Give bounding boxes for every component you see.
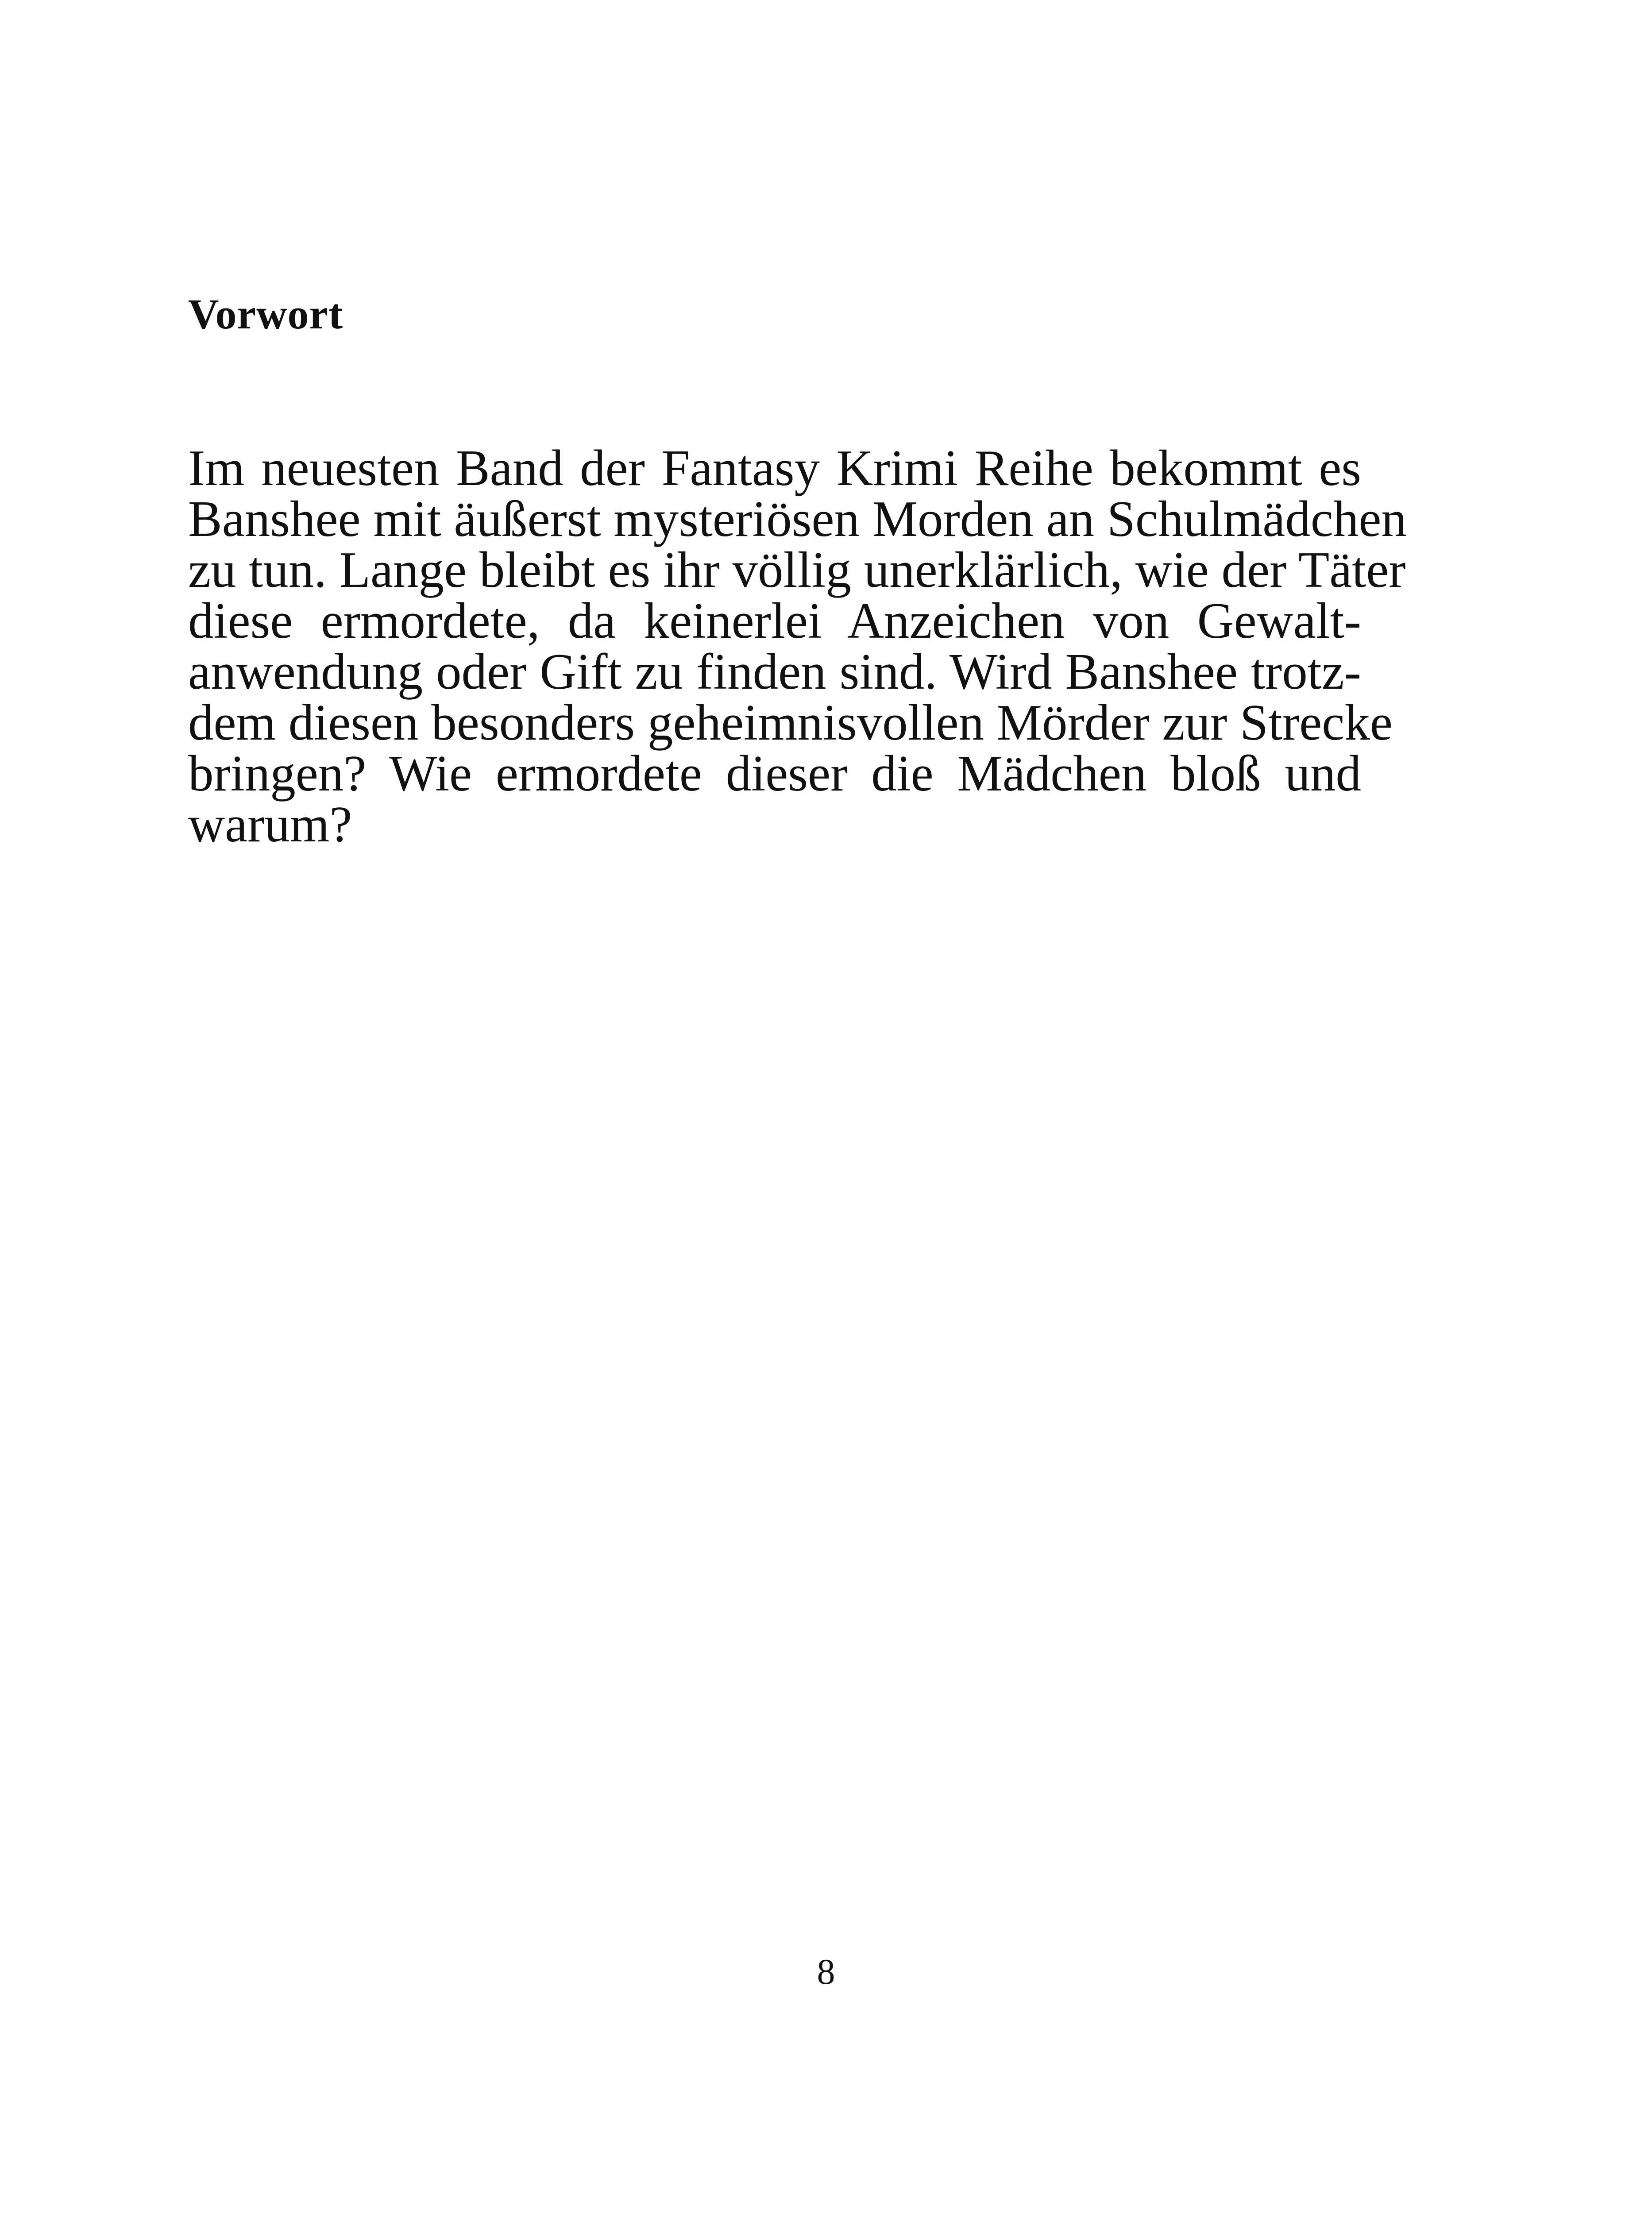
- paragraph-line: zu tun. Lange bleibt es ihr völlig unerklärlich, wie der Täter: [188, 542, 1406, 598]
- paragraph-line: Im neuesten Band der Fantasy Krimi Reihe bekommt es: [188, 440, 1361, 496]
- paragraph-line: anwendung oder Gift zu finden sind. Wird Banshee trotz-: [188, 644, 1361, 700]
- paragraph-line: dem diesen besonders geheimnisvollen Mörder zur Strecke: [188, 694, 1393, 751]
- preface-paragraph: [188, 440, 1407, 852]
- paragraph-line: warum?: [188, 796, 352, 852]
- paragraph-line: bringen? Wie ermordete dieser die Mädchen bloß und: [188, 745, 1361, 802]
- page-number: 8: [817, 1951, 835, 1992]
- paragraph-line: Banshee mit äußerst mysteriösen Morden an Schulmädchen: [188, 491, 1407, 547]
- section-heading: Vorwort: [188, 290, 344, 338]
- paragraph-line: diese ermordete, da keinerlei Anzeichen von Gewalt-: [188, 593, 1361, 649]
- page-content: [188, 283, 1407, 852]
